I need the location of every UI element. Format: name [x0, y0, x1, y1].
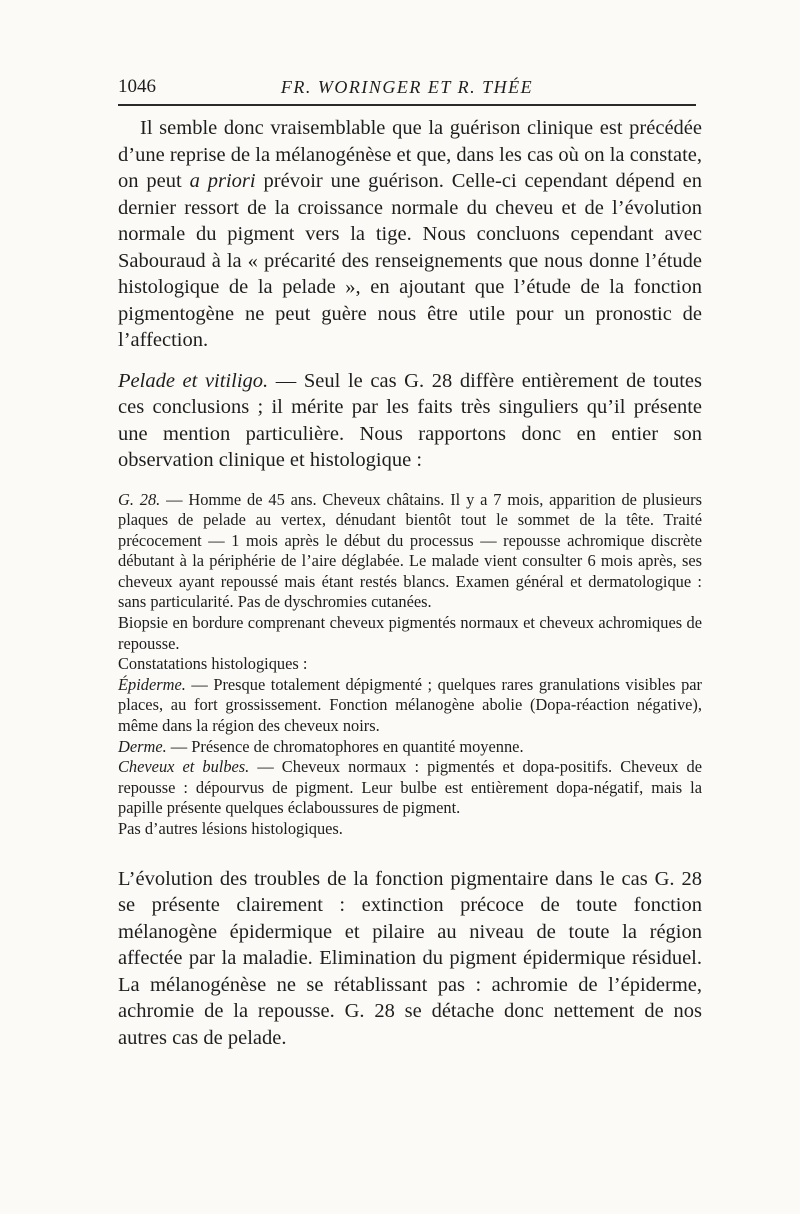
paragraph-text: prévoir une guérison. Celle-ci cependant dépend en dernier ressort de la croissance normale du cheveu et de l’évolution normale du pigment vers la tige. Nous concluons cependant avec Sabouraud à la « précarité des renseignements que nous donne l’étude histologique de la pelade », en ajoutant que l’étude de la fonction pigmentogène ne peut guère nous être utile pour un pronostic de l’affection.: [118, 170, 702, 351]
derme-text: — Présence de chromatophores en quantité moyenne.: [166, 736, 524, 756]
biopsy-text: Biopsie en bordure comprenant cheveux pigmentés normaux et cheveux achromiques de repousse.: [118, 613, 702, 653]
case-observation: [118, 490, 702, 840]
epiderme-text: — Presque totalement dépigmenté ; quelques rares granulations visibles par places, au fort grossissement. Fonction mélanogène abolie (Dopa-réaction négative), même dans la région des cheveux noirs.: [118, 674, 702, 736]
italic-phrase: a priori: [189, 170, 256, 192]
paragraph-text: Il semble donc vraisemblable que la guérison clinique est précédée d’une reprise de la mélanogénèse et que, dans les cas où on la constate, on peut: [118, 117, 702, 192]
case-description: [118, 490, 702, 614]
constatations-heading: Constatations histologiques :: [118, 654, 308, 674]
epiderme-finding: [118, 675, 702, 737]
case-text: — Homme de 45 ans. Cheveux châtains. Il y a 7 mois, apparition de plusieurs plaques de pelade au vertex, dénudant bientôt tout le sommet de la tête. Traité précocement — 1 mois après le début du processus — repousse achromique discrète débutant à la périphérie de l’aire déglabée. Le malade vient consulter 6 mois après, ses cheveux ayant repoussé mais étant restés blancs. Examen général et dermatologique : sans particularité. Pas de dyschromies cutanées.: [118, 489, 702, 612]
paragraph-conclusion: L’évolution des troubles de la fonction pigmentaire dans le cas G. 28 se présente clairement : extinction précoce de toute fonction mélanogène épidermique et pilaire au niveau de toute la région affectée par la maladie. Elimination du pigment épidermique résiduel. La mélanogénèse ne se rétablissant pas : achromie de l’épiderme, achromie de la repousse. G. 28 se détache donc nettement de nos autres cas de pelade.: [118, 867, 702, 1049]
paragraph-guerison: [118, 115, 702, 354]
cheveux-finding: [118, 757, 702, 819]
page-body: [118, 115, 702, 1051]
header-rule: [118, 104, 696, 106]
cheveux-label: Cheveux et bulbes.: [118, 757, 250, 777]
case-label: G. 28.: [118, 489, 161, 509]
running-head: FR. WORINGER ET R. THÉE: [280, 77, 534, 97]
derme-finding: [118, 737, 702, 758]
page-header: [118, 72, 696, 104]
other-lesions: Pas d’autres lésions histologiques.: [118, 819, 343, 838]
cheveux-text: — Cheveux normaux : pigmentés et dopa-positifs. Cheveux de repousse : dépourvus de pigment. Leur bulbe est entièrement dopa-négatif, mais la papille présente quelques éclaboussures de pigment.: [118, 757, 702, 818]
epiderme-label: Épiderme.: [118, 674, 186, 694]
page-number: 1046: [118, 76, 156, 97]
derme-label: Derme.: [118, 736, 167, 756]
paragraph-text: — Seul le cas G. 28 diffère entièrement de toutes ces conclusions ; il mérite par les faits très singuliers qu’il présente une mention particulière. Nous rapportons donc en entier son observation clinique et histologique :: [118, 369, 702, 471]
paragraph-pelade-vitiligo: [118, 368, 702, 474]
section-heading: Pelade et vitiligo.: [118, 369, 269, 392]
